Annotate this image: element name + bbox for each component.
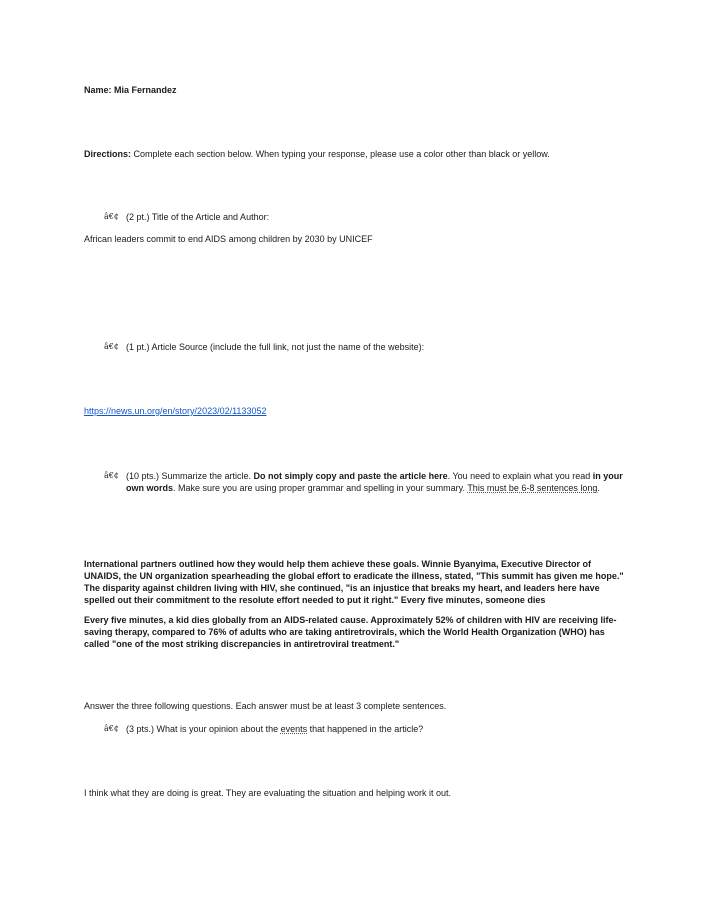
question-article-source xyxy=(104,341,630,353)
directions-text: Complete each section below. When typing your response, please use a color other than black or yellow. xyxy=(133,149,550,159)
prompt-length-requirement: This must be 6-8 sentences long. xyxy=(467,483,600,493)
bullet-icon: â€¢ xyxy=(104,724,119,733)
directions-label: Directions: xyxy=(84,149,132,159)
directions xyxy=(84,148,630,160)
prompt-emphasis: in your own words xyxy=(126,471,623,493)
prompt-part: (10 pts.) Summarize the article. xyxy=(126,471,254,481)
prompt-part: . You need to explain what you read xyxy=(447,471,593,481)
summary-paragraph-2: Every five minutes, a kid dies globally from an AIDS-related cause. Approximately 52% of children with HIV are receiving life-saving therapy, compared to 76% of adults who are taking antiretrovirals, which the World Health Organization (WHO) has called "one of the most striking discrepancies in antiretroviral treatment." xyxy=(84,615,617,649)
summary-answer xyxy=(84,558,630,650)
question-title-author xyxy=(104,211,630,223)
prompt-emphasis: Do not simply copy and paste the article here xyxy=(253,471,448,481)
question-opinion xyxy=(104,723,630,735)
question-prompt xyxy=(126,723,630,735)
question-prompt: (1 pt.) Article Source (include the full link, not just the name of the website): xyxy=(126,342,425,352)
prompt-keyword: events xyxy=(280,724,308,734)
prompt-part: that happened in the article? xyxy=(307,724,424,734)
student-name: Name: Mia Fernandez xyxy=(84,85,177,95)
article-source-link[interactable]: https://news.un.org/en/story/2023/02/1133052 xyxy=(84,406,267,416)
opinion-answer: I think what they are doing is great. They are evaluating the situation and helping work it out. xyxy=(84,788,452,798)
section-instructions: Answer the three following questions. Each answer must be at least 3 complete sentences. xyxy=(84,701,447,711)
question-prompt: (2 pt.) Title of the Article and Author: xyxy=(126,212,270,222)
bullet-icon: â€¢ xyxy=(104,342,119,351)
prompt-part: (3 pts.) What is your opinion about the xyxy=(126,724,281,734)
bullet-icon: â€¢ xyxy=(104,471,119,480)
summary-paragraph-1: International partners outlined how they would help them achieve these goals. Winnie Byanyima, Executive Director of UNAIDS, the UN organization spearheading the global effort to eradicate the illness, stated, "This summit has given me hope." The disparity against children living with HIV, she continued, "is an injustice that breaks my heart, and leaders here have spelled out their commitment to the resolute effort needed to put it right." Every five minutes, someone dies xyxy=(84,559,624,605)
question-summary xyxy=(104,470,630,506)
prompt-part: . Make sure you are using proper grammar and spelling in your summary. xyxy=(173,483,468,493)
bullet-icon: â€¢ xyxy=(104,212,119,221)
answer-title-author: African leaders commit to end AIDS among children by 2030 by UNICEF xyxy=(84,234,373,244)
question-prompt xyxy=(126,470,630,494)
